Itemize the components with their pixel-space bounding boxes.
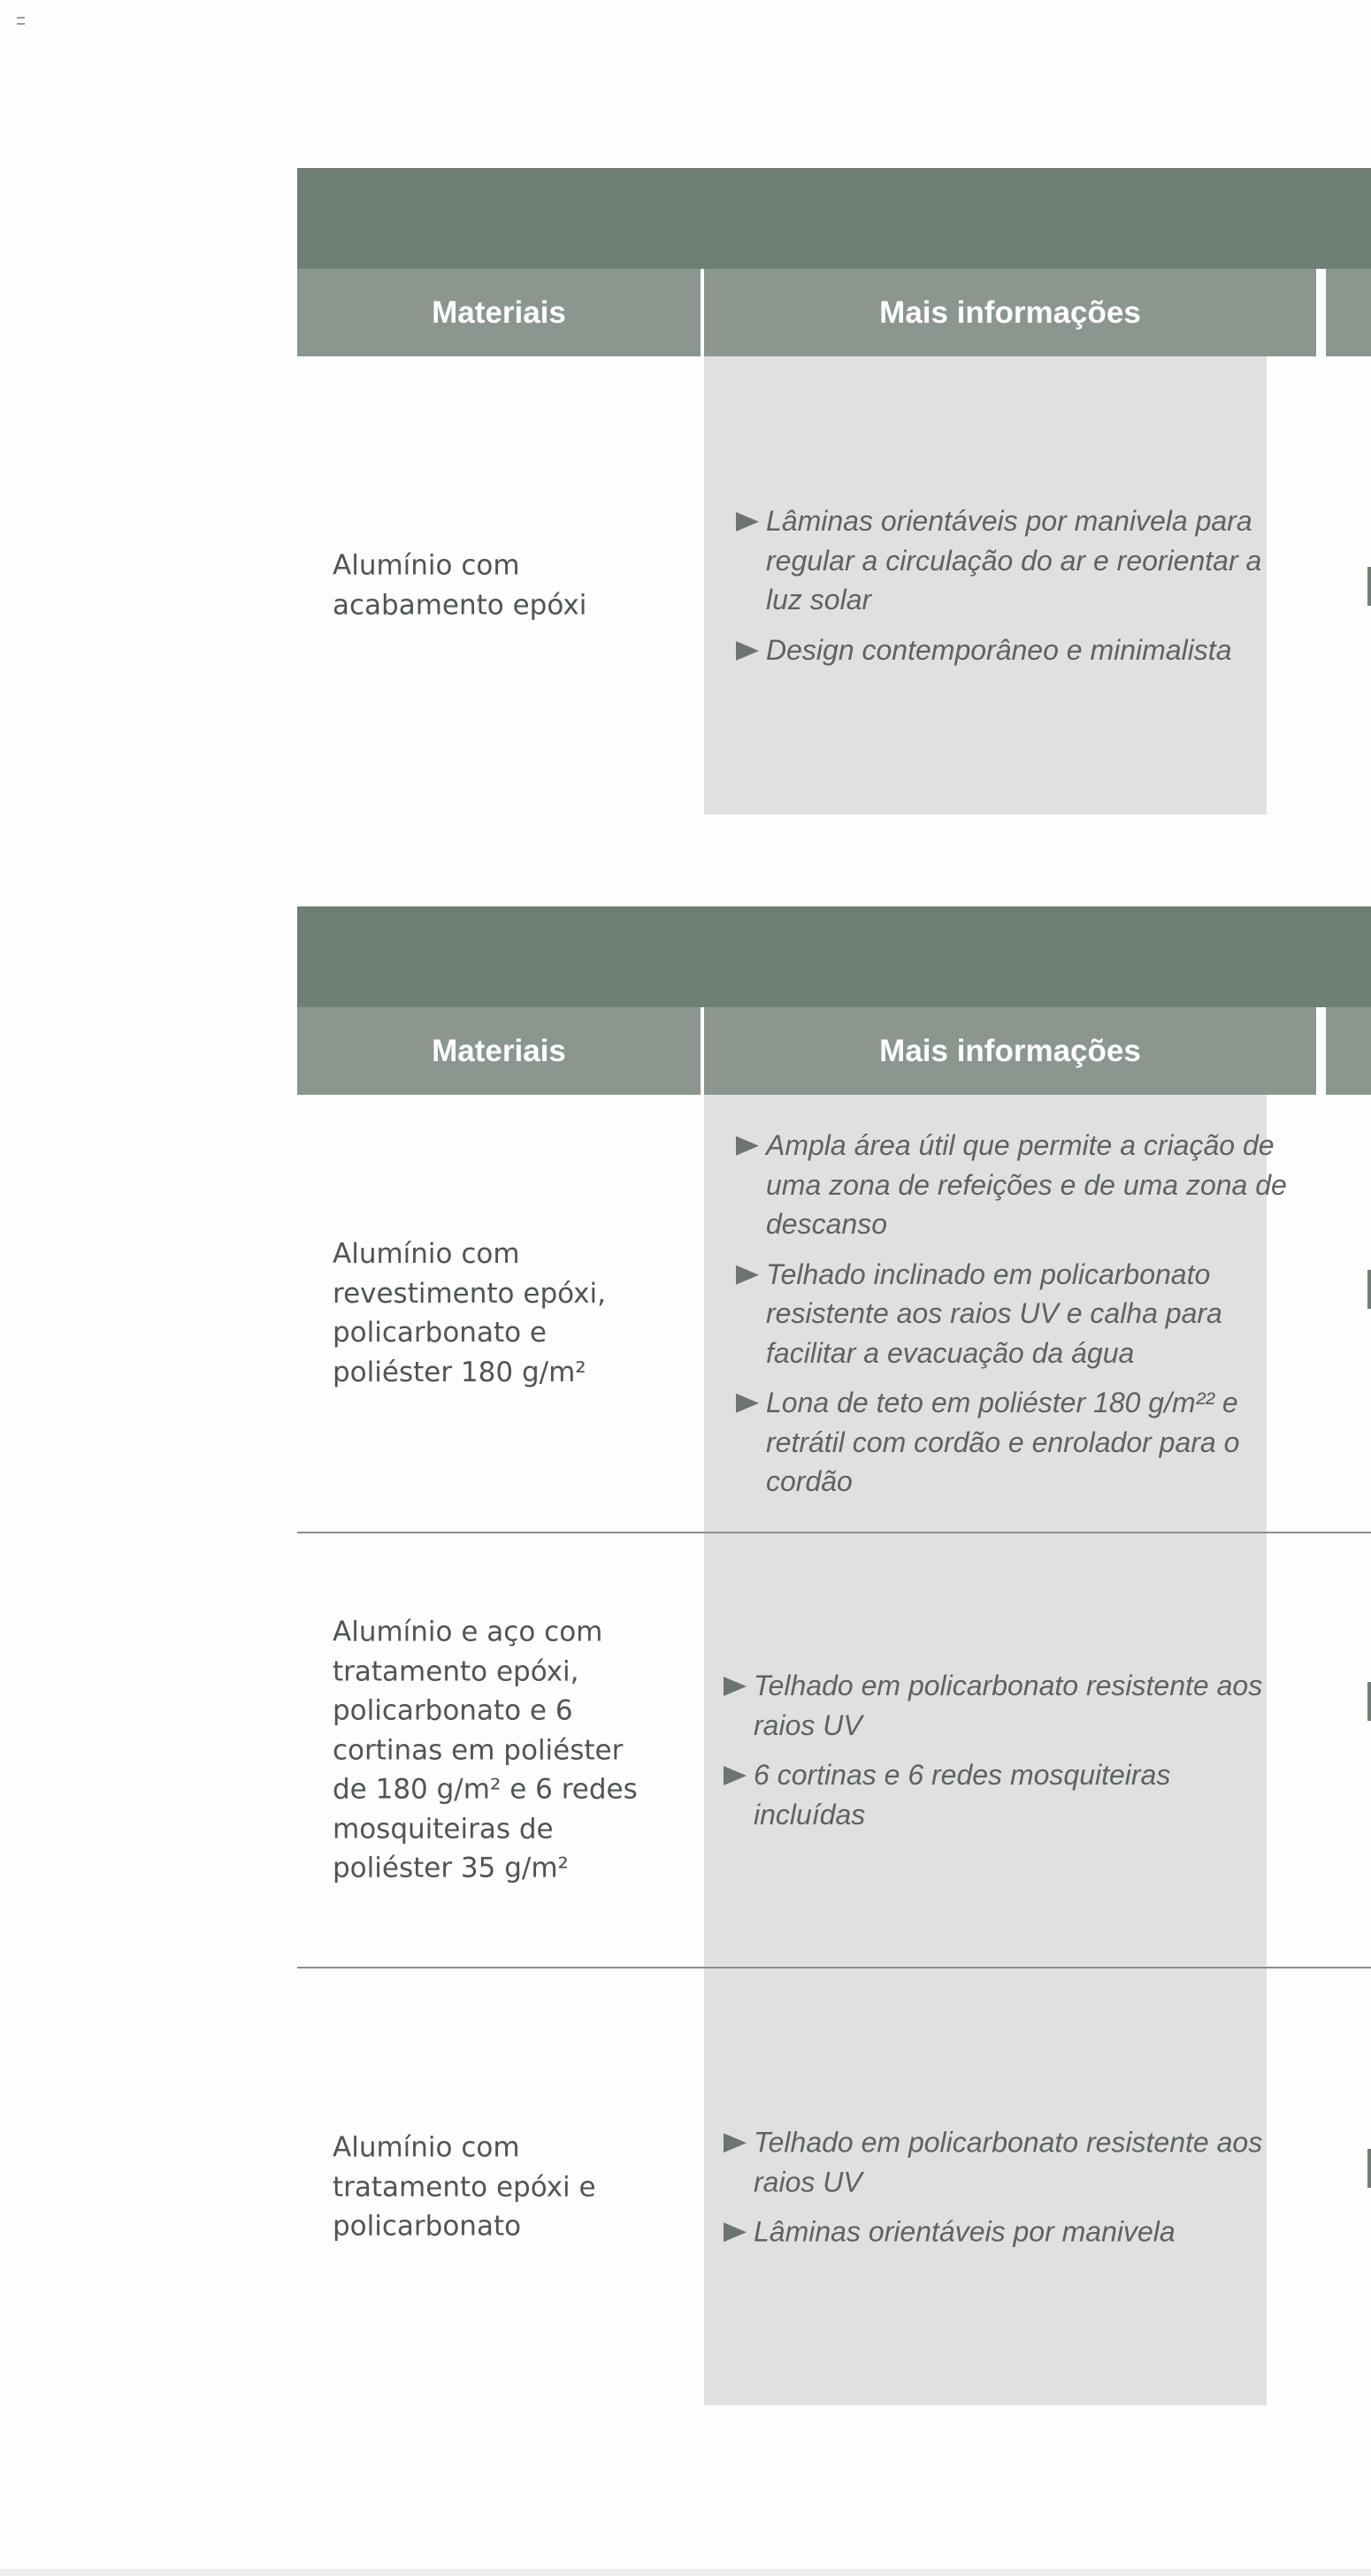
table-title-band	[297, 906, 1371, 1007]
header-more-info: Mais informações	[704, 1007, 1316, 1095]
info-cell	[736, 501, 1298, 669]
info-bullet	[736, 1126, 1298, 1244]
header-materials: Materiais	[297, 1007, 701, 1095]
page-bottom-edge	[0, 2569, 1371, 2576]
info-bullet-list	[736, 1126, 1298, 1502]
table-header-row	[297, 269, 1371, 356]
info-bullet-list	[736, 501, 1298, 669]
materials-text: Alumínio com revestimento epóxi, policarbonato e poliéster 180 g/m²	[333, 1238, 606, 1388]
bullet-text: Lâminas orientáveis por manivela	[754, 2215, 1176, 2248]
product-table-2	[297, 906, 1371, 2405]
materials-cell: Alumínio com acabamento epóxi	[333, 549, 587, 621]
info-cell	[736, 1126, 1298, 1502]
header-more-info: Mais informações	[704, 269, 1316, 356]
info-bullet	[724, 2122, 1286, 2201]
info-bullet	[724, 1755, 1286, 1834]
bullet-text: Telhado em policarbonato resistente aos raios UV	[754, 2126, 1263, 2198]
header-next-column	[1326, 1007, 1371, 1095]
arrow-right-icon	[724, 2222, 747, 2242]
arrow-right-icon	[736, 1394, 759, 1413]
arrow-right-icon	[724, 1766, 747, 1785]
next-column-marker	[1367, 567, 1371, 606]
table-header-row	[297, 1007, 1371, 1095]
next-column-marker	[1367, 1682, 1371, 1721]
header-next-column	[1326, 269, 1371, 356]
bullet-text: Lâminas orientáveis por manivela para regular a circulação do ar e reorientar a luz solar	[766, 505, 1262, 615]
product-table-1	[297, 168, 1371, 814]
info-bullet	[724, 2212, 1286, 2251]
arrow-right-icon	[724, 1677, 747, 1696]
next-column-marker	[1367, 1270, 1371, 1309]
page-corner-mark	[17, 17, 25, 25]
bullet-text: Telhado inclinado em policarbonato resistente aos raios UV e calha para facilitar a evacuação da água	[766, 1257, 1222, 1369]
arrow-right-icon	[724, 2133, 747, 2152]
arrow-right-icon	[736, 1136, 759, 1156]
table-row	[297, 1967, 1371, 2405]
bullet-text: Ampla área útil que permite a criação de uma zona de refeições e de uma zona de descanso	[766, 1128, 1287, 1240]
materials-cell: Alumínio e aço com tratamento epóxi, policarbonato e 6 cortinas em poliéster de 180 g/m² e 6 redes mosquiteiras de poliéster 35 g/m²	[333, 1616, 638, 1884]
info-bullet-list	[724, 1666, 1286, 1834]
bullet-text: Lona de teto em poliéster 180 g/m²² e retrátil com cordão e enrolador para o cordão	[766, 1386, 1240, 1497]
bullet-text: Design contemporâneo e minimalista	[766, 633, 1232, 666]
table-row	[297, 1532, 1371, 1967]
info-bullet	[736, 501, 1298, 620]
table-title-band	[297, 168, 1371, 269]
bullet-text: Telhado em policarbonato resistente aos raios UV	[754, 1670, 1263, 1741]
info-bullet	[736, 1254, 1298, 1372]
info-bullet-list	[724, 2122, 1286, 2251]
materials-cell: Alumínio com tratamento epóxi e policarbonato	[333, 2131, 596, 2243]
info-bullet	[736, 1383, 1298, 1502]
arrow-right-icon	[736, 512, 759, 531]
table-row	[297, 356, 1371, 814]
bullet-text: 6 cortinas e 6 redes mosquiteiras incluídas	[754, 1759, 1171, 1831]
materials-cell	[333, 1234, 651, 1392]
arrow-right-icon	[736, 641, 759, 661]
table-row	[297, 1095, 1371, 1532]
info-bullet	[724, 1666, 1286, 1745]
arrow-right-icon	[736, 1265, 759, 1284]
info-cell	[724, 2122, 1286, 2251]
header-materials: Materiais	[297, 269, 701, 356]
info-bullet	[736, 631, 1298, 670]
next-column-marker	[1367, 2149, 1371, 2188]
info-cell	[724, 1666, 1286, 1834]
